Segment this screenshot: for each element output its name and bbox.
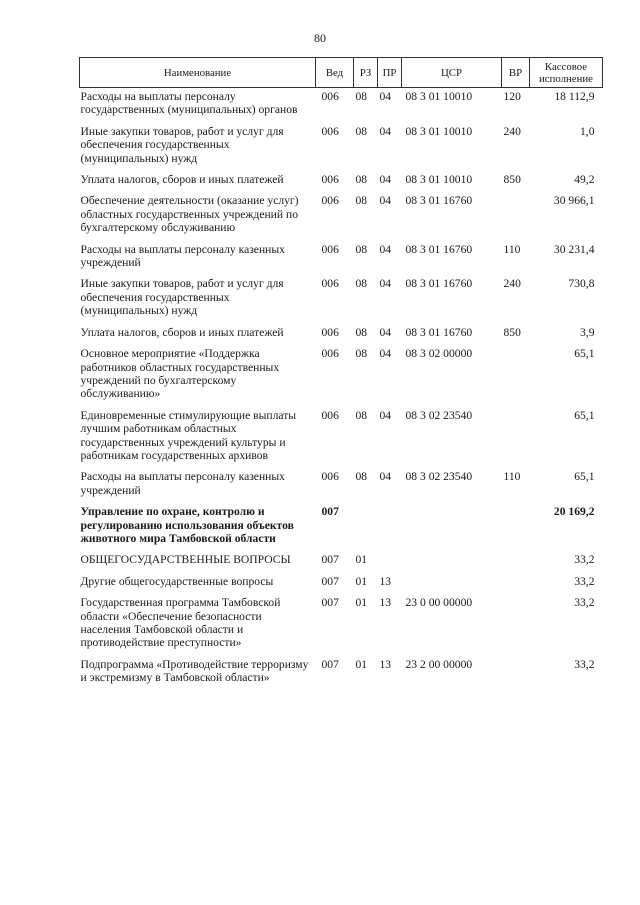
cell-sum: 65,1 [574,347,595,361]
cell-vr [502,594,530,656]
cell-pr [378,551,402,572]
cell-name: Другие общегосударственные вопросы [80,574,274,588]
cell-name: Расходы на выплаты персоналу казенных учреждений [80,242,285,270]
table-header-row [80,58,603,88]
header-pr: ПР [378,58,402,88]
cell-sum: 65,1 [574,470,595,484]
cell-ved: 006 [321,277,339,291]
cell-ved: 006 [321,173,339,187]
table-row [80,503,603,551]
cell-vr [502,192,530,240]
cell-csr: 08 3 01 10010 [405,90,473,103]
cell-pr: 13 [379,657,392,671]
cell-ved: 006 [321,124,339,138]
cell-rz: 08 [355,325,368,339]
cell-pr [378,503,402,551]
cell-csr: 08 3 02 00000 [405,347,473,361]
header-csr: ЦСР [402,58,502,88]
cell-vr [502,656,530,691]
cell-sum: 49,2 [574,173,595,187]
cell-pr: 04 [379,194,392,208]
cell-rz: 01 [355,657,368,671]
cell-name: Расходы на выплаты персоналу государственных (муниципальных) органов [80,90,298,117]
cell-rz: 01 [355,596,368,610]
cell-sum: 33,2 [574,574,595,588]
cell-ved: 007 [321,553,339,567]
cell-rz: 08 [355,242,368,256]
cell-name: Иные закупки товаров, работ и услуг для обеспечения государственных (муниципальных) нужд [80,124,284,165]
cell-pr: 04 [379,277,392,291]
table-row [80,324,603,345]
header-ved: Вед [316,58,354,88]
cell-pr: 13 [379,596,392,610]
cell-name: Подпрограмма «Противодействие терроризму и экстремизму в Тамбовской области» [80,657,309,685]
cell-vr: 120 [503,90,521,103]
table-row [80,171,603,192]
cell-vr: 850 [503,173,521,187]
cell-vr [502,407,530,469]
cell-sum: 18 112,9 [554,90,595,103]
cell-rz: 08 [355,194,368,208]
cell-csr [402,503,502,551]
cell-vr: 240 [503,277,521,291]
cell-vr: 110 [503,242,521,256]
cell-name: Обеспечение деятельности (оказание услуг) областных государственных учреждений по бухгалтерскому обслуживанию [80,194,299,235]
cell-csr: 08 3 01 10010 [405,124,473,138]
cell-pr: 04 [379,408,392,422]
cell-csr: 08 3 01 16760 [405,242,473,256]
cell-sum: 30 231,4 [553,242,595,256]
cell-vr [502,551,530,572]
table-row [80,656,603,691]
cell-vr: 110 [503,470,521,484]
cell-ved: 007 [321,574,339,588]
cell-vr [502,503,530,551]
cell-csr: 08 3 01 16760 [405,325,473,339]
cell-sum: 1,0 [580,124,595,138]
cell-name: Уплата налогов, сборов и иных платежей [80,173,284,187]
header-sum: Кассовое исполнение [530,58,603,88]
cell-name: Государственная программа Тамбовской области «Обеспечение безопасности населения Тамбовской области и противодействие преступности» [80,596,281,650]
cell-name: Управление по охране, контролю и регулированию использования объектов животного мира Тамбовской области [80,505,294,545]
cell-csr [402,551,502,572]
header-rz: РЗ [354,58,378,88]
cell-rz [354,503,378,551]
cell-csr: 08 3 02 23540 [405,470,473,484]
cell-ved: 006 [321,325,339,339]
cell-csr [402,573,502,594]
cell-pr: 04 [379,90,392,103]
budget-table [79,57,603,691]
cell-name: Уплата налогов, сборов и иных платежей [80,325,284,339]
cell-sum: 30 966,1 [553,194,595,208]
cell-rz: 08 [355,90,368,103]
cell-sum: 20 169,2 [553,505,595,519]
table-row [80,468,603,503]
cell-name: Иные закупки товаров, работ и услуг для обеспечения государственных (муниципальных) нужд [80,277,284,318]
cell-name: Основное мероприятие «Поддержка работников областных государственных учреждений по бухгалтерскому обслуживанию» [80,347,280,401]
cell-pr: 04 [379,124,392,138]
cell-sum: 3,9 [580,325,595,339]
cell-ved: 006 [321,90,339,103]
cell-rz: 01 [355,553,368,567]
table-row [80,192,603,240]
table-row [80,345,603,407]
cell-sum: 33,2 [574,596,595,610]
cell-rz: 01 [355,574,368,588]
cell-csr: 23 2 00 00000 [405,657,473,671]
cell-rz: 08 [355,470,368,484]
table-row [80,407,603,469]
page-number: 80 [314,31,326,45]
table-row [80,275,603,323]
cell-pr: 04 [379,347,392,361]
cell-name: Расходы на выплаты персоналу казенных учреждений [80,470,285,497]
cell-ved: 006 [321,347,339,361]
cell-vr [502,573,530,594]
cell-ved: 006 [321,408,339,422]
cell-csr: 23 0 00 00000 [405,596,473,610]
cell-sum: 65,1 [574,408,595,422]
cell-ved: 007 [321,505,339,519]
table-row [80,241,603,276]
header-vr: ВР [502,58,530,88]
cell-csr: 08 3 02 23540 [405,408,473,422]
cell-ved: 006 [321,470,339,484]
cell-pr: 04 [379,325,392,339]
table-row [80,551,603,572]
cell-sum: 33,2 [574,553,595,567]
cell-pr: 04 [379,470,392,484]
cell-rz: 08 [355,347,368,361]
cell-vr: 240 [503,124,521,138]
cell-csr: 08 3 01 16760 [405,194,473,208]
cell-ved: 006 [321,194,339,208]
header-name: Наименование [80,58,316,88]
cell-ved: 006 [321,242,339,256]
cell-pr: 04 [379,242,392,256]
table-body [80,88,603,691]
cell-rz: 08 [355,124,368,138]
cell-vr [502,345,530,407]
table-row [80,123,603,171]
table-row [80,88,603,123]
cell-ved: 007 [321,657,339,671]
cell-name: Единовременные стимулирующие выплаты лучшим работникам областных государственных учреждений культуры и работникам государственных архивов [80,408,297,462]
cell-rz: 08 [355,277,368,291]
table-row [80,573,603,594]
cell-csr: 08 3 01 16760 [405,277,473,291]
cell-sum: 730,8 [568,277,595,291]
cell-pr: 13 [379,574,392,588]
cell-rz: 08 [355,408,368,422]
cell-rz: 08 [355,173,368,187]
cell-ved: 007 [321,596,339,610]
cell-csr: 08 3 01 10010 [405,173,473,187]
cell-sum: 33,2 [574,657,595,671]
cell-vr: 850 [503,325,521,339]
cell-name: ОБЩЕГОСУДАРСТВЕННЫЕ ВОПРОСЫ [80,553,291,567]
cell-pr: 04 [379,173,392,187]
table-row [80,594,603,656]
